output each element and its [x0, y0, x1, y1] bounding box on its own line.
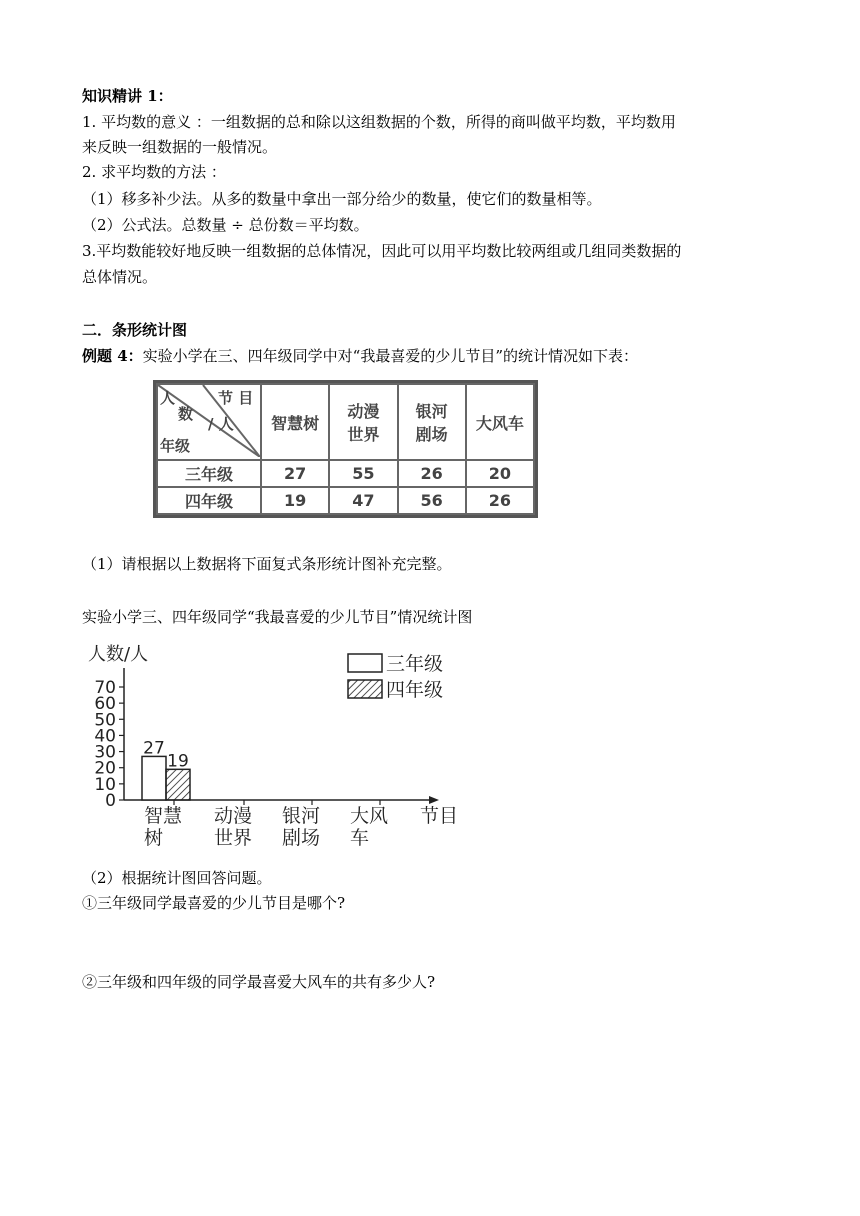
- corner-label-grade: 年级: [160, 437, 191, 455]
- x-tick-label: 大风: [350, 805, 389, 827]
- x-axis-arrow: [429, 796, 439, 804]
- y-tick-label: 10: [94, 774, 116, 795]
- corner-label-ren: 人: [160, 389, 176, 407]
- table-cell: 26: [398, 460, 466, 487]
- table-cell: 20: [466, 460, 534, 487]
- text-line: 3.平均数能较好地反映一组数据的总体情况，因此可以用平均数比较两组或几组同类数据的: [82, 242, 682, 260]
- table-cell: 26: [466, 487, 534, 514]
- x-axis-label: 节目: [420, 805, 459, 827]
- question-1: （1）请根据以上数据将下面复式条形统计图补充完整。: [82, 555, 452, 573]
- y-tick-label: 30: [94, 742, 116, 763]
- column-header: 大风车: [466, 384, 534, 460]
- data-table: [153, 380, 538, 518]
- column-header: 动漫 世界: [329, 384, 397, 460]
- bar: [142, 756, 166, 800]
- y-tick-label: 0: [105, 791, 116, 811]
- question-2: （2）根据统计图回答问题。: [82, 869, 272, 887]
- x-tick-label: 树: [144, 827, 164, 849]
- text-line: 来反映一组数据的一般情况。: [82, 138, 278, 156]
- text-line: 2. 求平均数的方法 ：: [82, 163, 226, 181]
- row-label: 四年级: [157, 487, 261, 514]
- legend-label: 三年级: [386, 653, 444, 675]
- y-tick-label: 60: [94, 694, 116, 715]
- section-heading-bar-chart: 二．条形统计图: [82, 321, 188, 339]
- example-text: 实验小学在三、四年级同学中对“我最喜爱的少儿节目”的统计情况如下表：: [142, 347, 639, 365]
- y-axis-label: 人数/人: [88, 644, 149, 665]
- legend-swatch: [348, 680, 382, 698]
- text-line: （1）移多补少法。从多的数量中拿出一部分给少的数量，使它们的数量相等。: [82, 190, 602, 208]
- y-tick-label: 40: [94, 726, 116, 747]
- question-2-1: ①三年级同学最喜爱的少儿节目是哪个?: [82, 894, 346, 912]
- text-line: 总体情况。: [82, 268, 158, 286]
- corner-label-per-person: / 人: [208, 415, 234, 433]
- y-tick-label: 50: [94, 710, 116, 731]
- corner-label-shu: 数: [178, 405, 194, 423]
- x-tick-label: 世界: [214, 827, 253, 849]
- y-tick-label: 20: [94, 758, 116, 779]
- bar-chart: [86, 640, 486, 860]
- question-2-2: ②三年级和四年级的同学最喜爱大风车的共有多少人?: [82, 973, 436, 991]
- text-line: 1. 平均数的意义 ：一组数据的总和除以这组数据的个数，所得的商叫做平均数，平均数用: [82, 113, 676, 131]
- bar: [166, 769, 190, 800]
- example-line: [82, 346, 638, 366]
- table-cell: 56: [398, 487, 466, 514]
- table-row: [157, 487, 534, 514]
- section-heading-knowledge: 知识精讲 1：: [82, 87, 173, 105]
- row-label: 三年级: [157, 460, 261, 487]
- table-cell: 55: [329, 460, 397, 487]
- column-header: 智慧树: [261, 384, 329, 460]
- x-tick-label: 车: [350, 827, 370, 849]
- x-tick-label: 剧场: [282, 827, 321, 849]
- text-line: （2）公式法。总数量 ÷ 总份数＝平均数。: [82, 216, 369, 234]
- x-tick-label: 动漫: [214, 805, 253, 827]
- table-cell: 47: [329, 487, 397, 514]
- data-label: 27: [143, 738, 165, 759]
- example-label: 例题 4：: [82, 347, 143, 365]
- table-cell: 19: [261, 487, 329, 514]
- chart-title: 实验小学三、四年级同学“我最喜爱的少儿节目”情况统计图: [82, 608, 473, 626]
- x-tick-label: 智慧: [144, 805, 183, 827]
- column-header: 银河 剧场: [398, 384, 466, 460]
- x-tick-label: 银河: [282, 805, 321, 827]
- legend-label: 四年级: [386, 679, 444, 701]
- table-row: [157, 460, 534, 487]
- legend-swatch: [348, 654, 382, 672]
- data-label: 19: [167, 751, 189, 772]
- table-cell: 27: [261, 460, 329, 487]
- table-corner-header: [157, 384, 261, 460]
- corner-label-program: 节 目: [218, 389, 254, 407]
- y-tick-label: 70: [94, 678, 116, 698]
